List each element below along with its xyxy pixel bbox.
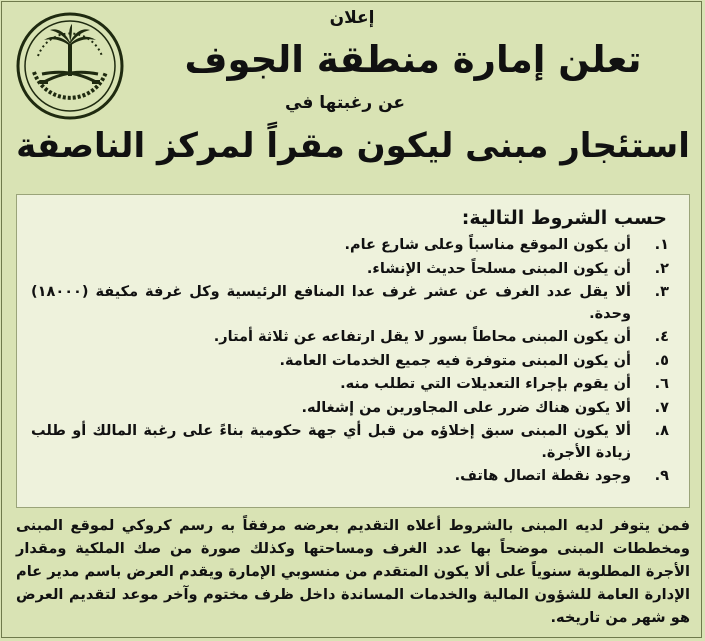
condition-text: أن يكون الموقع مناسباً وعلى شارع عام. — [344, 237, 631, 253]
condition-number: ٧. — [654, 399, 669, 416]
announcement-label: إعلان — [329, 8, 375, 28]
condition-text: ألا يكون المبنى سبق إخلاؤه من قبل أي جهة حكومية بناءً على رغبة المالك أو طلب زيادة الأجرة. — [31, 423, 631, 461]
condition-text: أن يكون المبنى محاطاً بسور لا يقل ارتفاعه عن ثلاثة أمتار. — [213, 329, 631, 345]
condition-number: ٥. — [654, 352, 669, 369]
condition-number: ٢. — [654, 260, 669, 277]
condition-item — [31, 374, 669, 396]
condition-number: ٤. — [654, 329, 669, 345]
condition-item — [31, 466, 669, 488]
condition-number: ٩. — [654, 468, 669, 484]
condition-number: ١. — [654, 237, 669, 253]
condition-item — [31, 327, 669, 349]
condition-text: أن يقوم بإجراء التعديلات التي تطلب منه. — [340, 376, 631, 392]
desire-line: عن رغبتها في — [285, 93, 405, 113]
announcement-title: تعلن إمارة منطقة الجوف — [184, 38, 642, 81]
conditions-list — [31, 235, 669, 488]
announcement-subject: استئجار مبنى ليكون مقراً لمركز الناصفة — [16, 126, 690, 166]
submission-instructions: فمن يتوفر لديه المبنى بالشروط أعلاه التقديم بعرضه مرفقاً به رسم كروكي لموقع المبنى ومخططات المبنى موضحاً بها عدد الغرف ومساحتها وكذلك صورة من صك الملكية ومقدار الأجرة المطلوبة سنوياً على ألا يكون المتقدم من منسوبي الإمارة ويقدم العرض باسم مدير عام الإدارة العامة للشؤون المالية والخدمات المساندة داخل ظرف مختوم وآخر موعد لتقديم العرض هو شهر من تاريخه. — [16, 517, 690, 626]
condition-item — [31, 259, 669, 281]
condition-item — [31, 351, 669, 373]
condition-number: ٨. — [654, 423, 669, 439]
condition-text: ألا يقل عدد الغرف عن عشر غرف عدا المنافع الرئيسية وكل غرفة مكيفة (١٨٠٠٠) وحدة. — [31, 284, 631, 322]
conditions-box — [16, 194, 690, 508]
condition-text: أن يكون المبنى مسلحاً حديث الإنشاء. — [366, 260, 631, 277]
condition-text: ألا يكون هناك ضرر على المجاورين من إشغاله. — [301, 399, 631, 416]
condition-text: أن يكون المبنى متوفرة فيه جميع الخدمات العامة. — [279, 352, 631, 369]
condition-item — [31, 282, 669, 325]
condition-number: ٣. — [654, 284, 669, 300]
saudi-emblem-icon — [14, 10, 126, 122]
condition-number: ٦. — [654, 376, 669, 392]
condition-text: وجود نقطة اتصال هاتف. — [454, 468, 631, 484]
condition-item — [31, 421, 669, 464]
condition-item — [31, 398, 669, 420]
conditions-heading: حسب الشروط التالية: — [461, 207, 667, 229]
condition-item — [31, 235, 669, 257]
